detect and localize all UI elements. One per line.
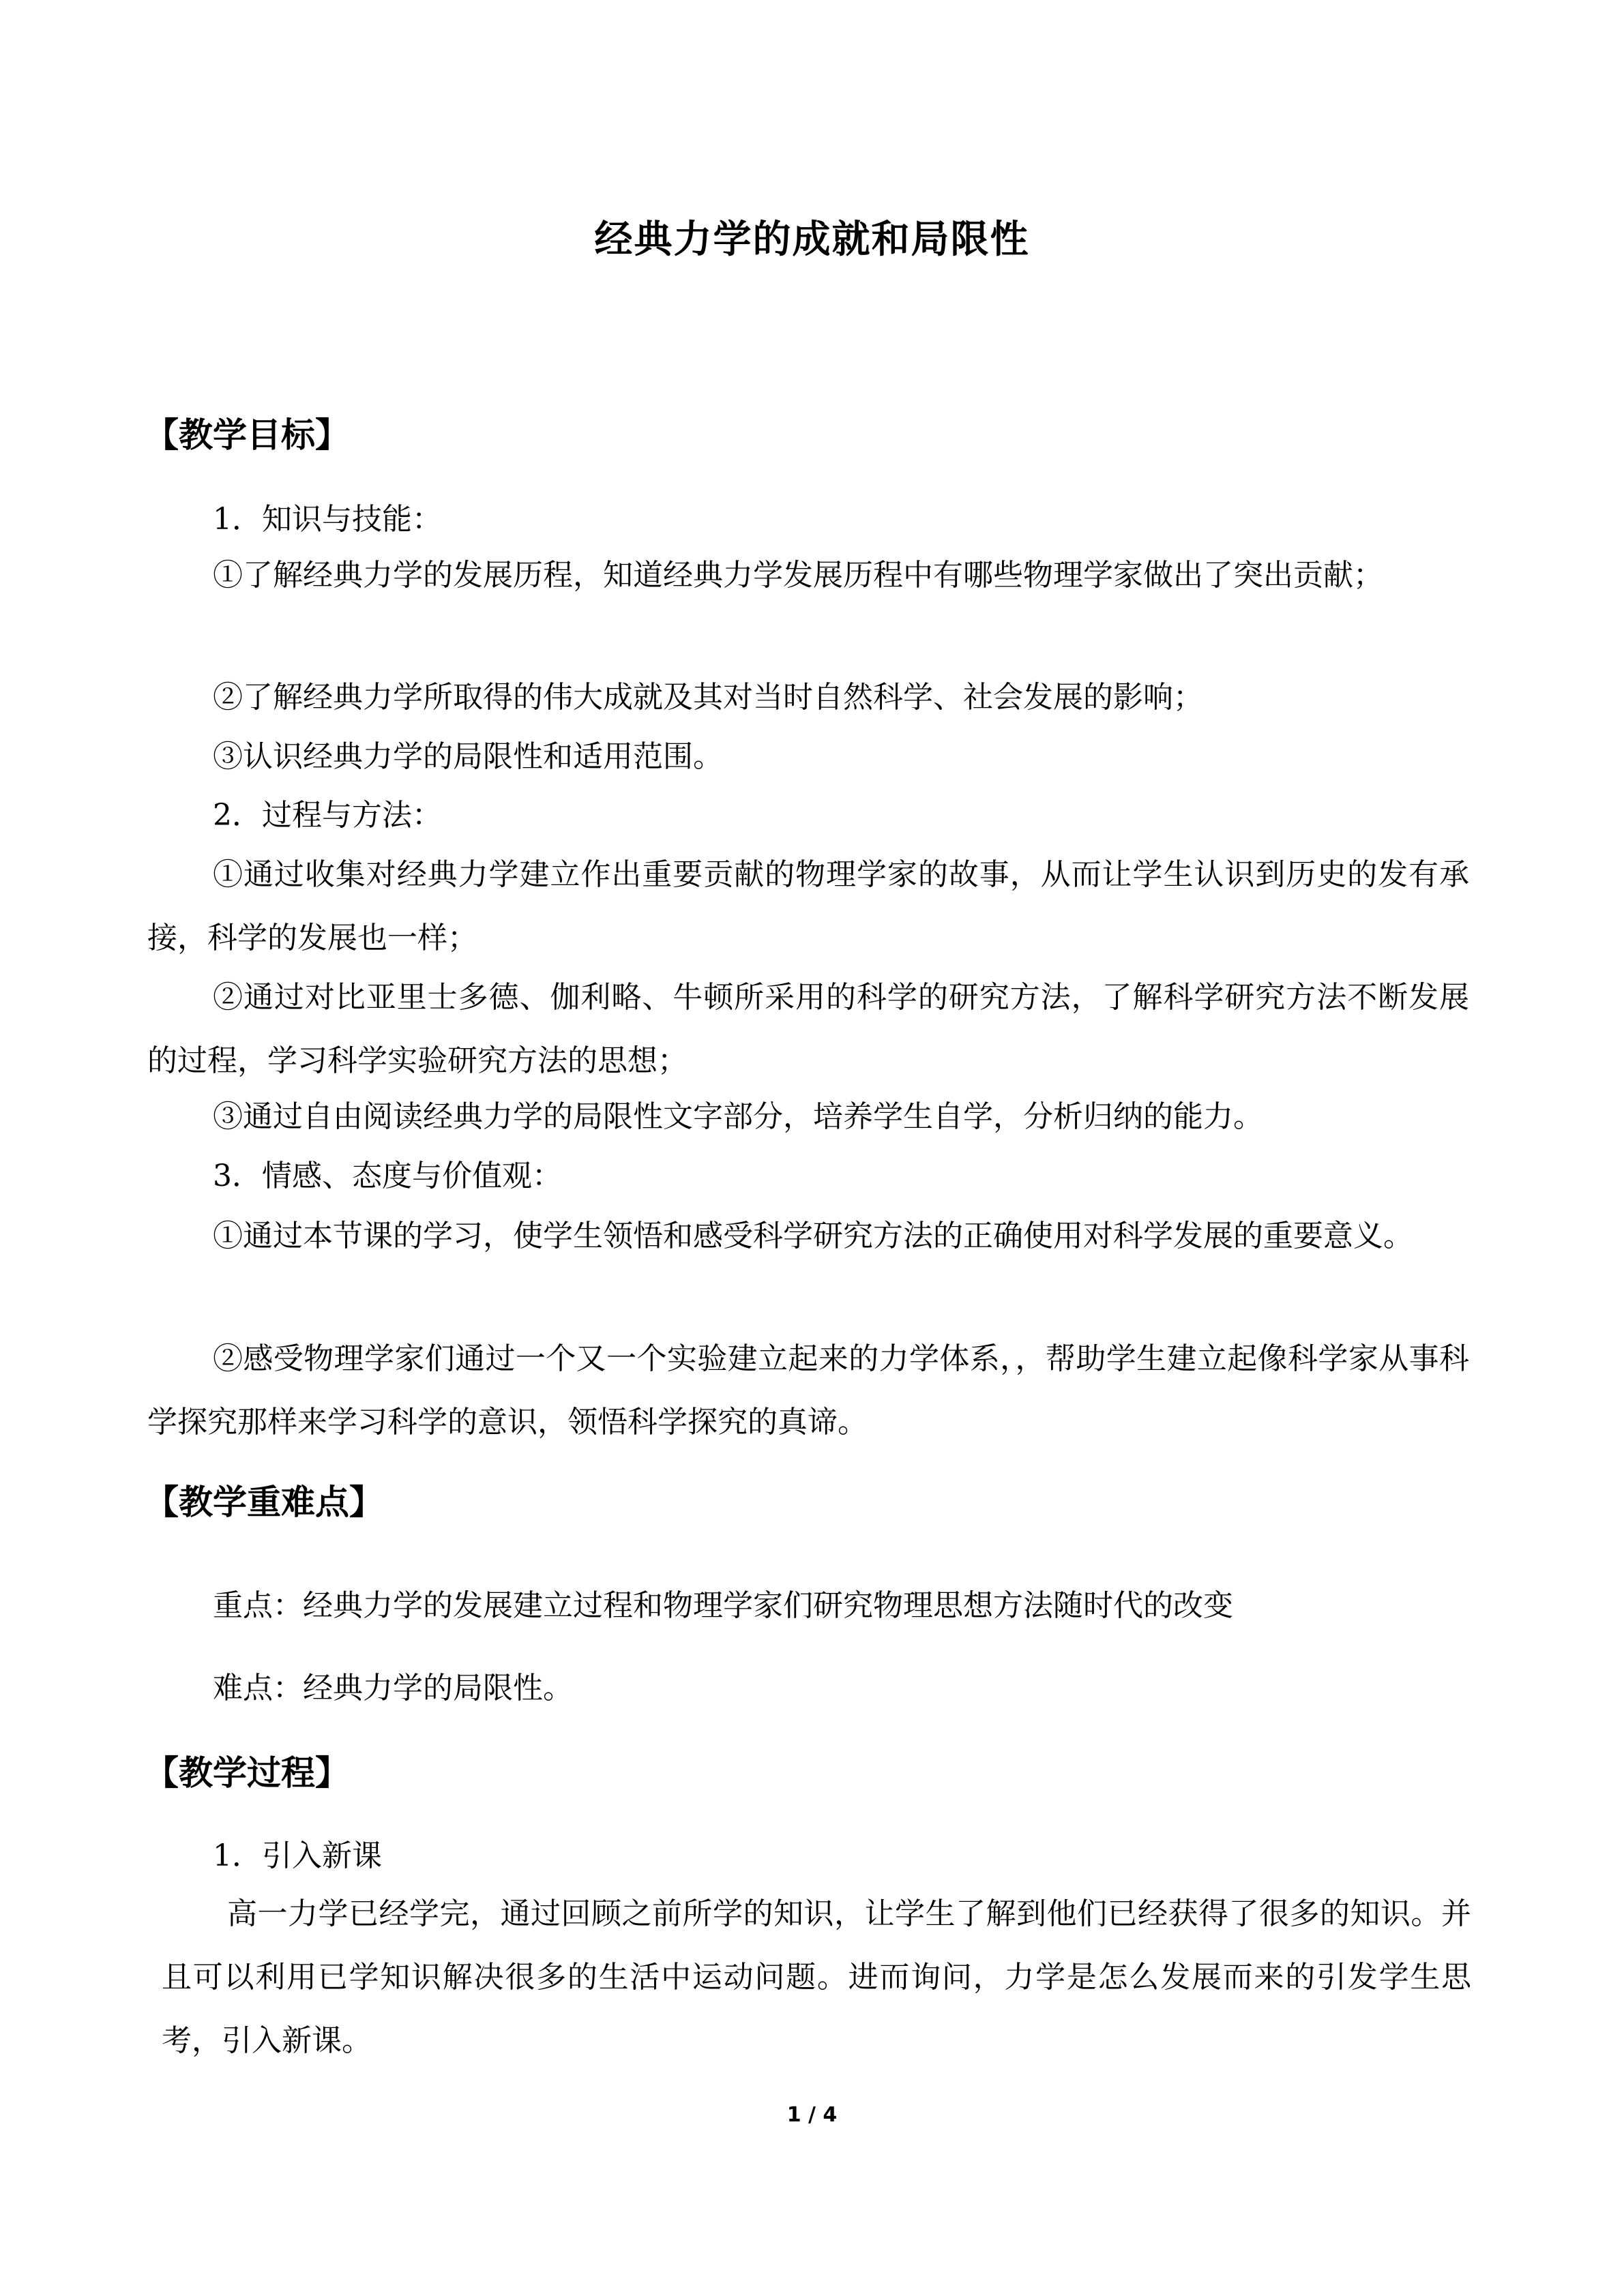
key-points-heading: 【教学重难点】 bbox=[145, 1482, 383, 1522]
knowledge-label: 1．知识与技能： bbox=[213, 502, 442, 537]
process-label: 2．过程与方法： bbox=[213, 798, 442, 833]
attitude-item-1: ①通过本节课的学习，使学生领悟和感受科学研究方法的正确使用对科学发展的重要意义。 bbox=[213, 1219, 1413, 1253]
process-heading: 【教学过程】 bbox=[145, 1753, 349, 1793]
step1-text: 高一力学已经学完，通过回顾之前所学的知识，让学生了解到他们已经获得了很多的知识。并且可以利用已学知识解决很多的生活中运动问题。进而询问，力学是怎么发展而来的引发学生思考，引入新课。 bbox=[162, 1896, 1471, 2058]
document-title: 经典力学的成就和局限性 bbox=[594, 218, 1030, 262]
knowledge-item-1: ①了解经典力学的发展历程，知道经典力学发展历程中有哪些物理学家做出了突出贡献； bbox=[213, 558, 1383, 593]
knowledge-item-2: ②了解经典力学所取得的伟大成就及其对当时自然科学、社会发展的影响； bbox=[213, 680, 1203, 715]
process-item-1: ①通过收集对经典力学建立作出重要贡献的物理学家的故事，从而让学生认识到历史的发有承接，科学的发展也一样； bbox=[147, 857, 1469, 955]
knowledge-item-3: ③认识经典力学的局限性和适用范围。 bbox=[213, 739, 723, 774]
key-point: 重点：经典力学的发展建立过程和物理学家们研究物理思想方法随时代的改变 bbox=[213, 1588, 1233, 1623]
attitude-item-2: ②感受物理学家们通过一个又一个实验建立起来的力学体系，，帮助学生建立起像科学家从事科学探究那样来学习科学的意识，领悟科学探究的真谛。 bbox=[147, 1341, 1469, 1440]
attitude-label: 3．情感、态度与价值观： bbox=[213, 1159, 562, 1193]
process-item-2: ②通过对比亚里士多德、伽利略、牛顿所采用的科学的研究方法，了解科学研究方法不断发展的过程，学习科学实验研究方法的思想； bbox=[147, 980, 1469, 1078]
step1-label: 1．引入新课 bbox=[213, 1838, 382, 1873]
page-indicator: 1 / 4 bbox=[786, 2103, 838, 2127]
objectives-heading: 【教学目标】 bbox=[145, 415, 349, 455]
process-item-3: ③通过自由阅读经典力学的局限性文字部分，培养学生自学，分析归纳的能力。 bbox=[213, 1099, 1263, 1134]
difficult-point: 难点：经典力学的局限性。 bbox=[213, 1671, 573, 1705]
